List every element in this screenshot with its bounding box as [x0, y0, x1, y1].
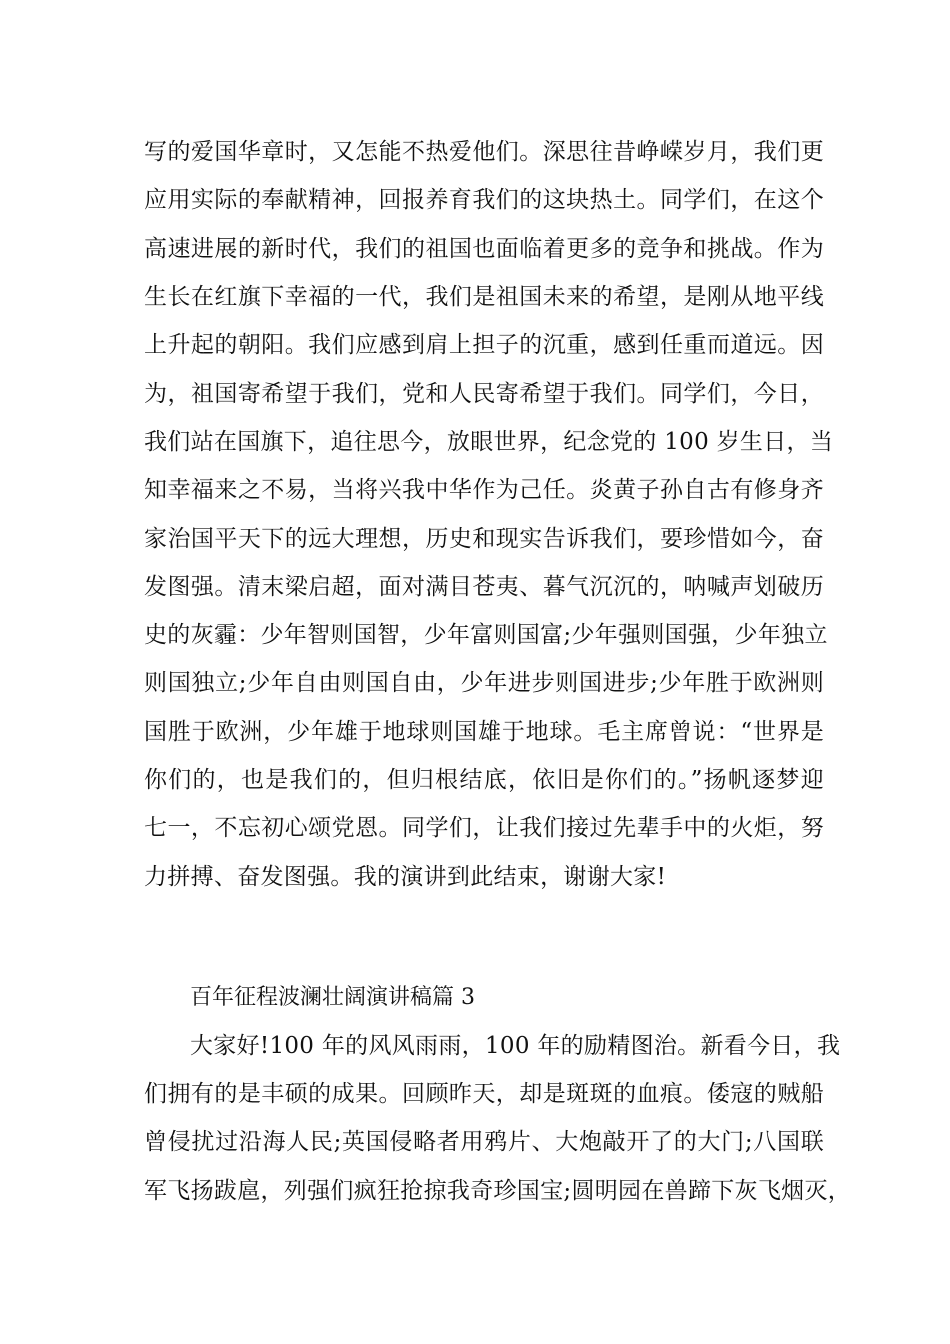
text-line: 家治国平天下的远大理想，历史和现实告诉我们，要珍惜如今，奋: [144, 526, 824, 552]
text-line: 军飞扬跋扈，列强们疯狂抢掠我奇珍国宝;圆明园在兽蹄下灰飞烟灭，: [144, 1178, 852, 1204]
text-line: 发图强。清末梁启超，面对满目苍夷、暮气沉沉的，呐喊声划破历: [144, 574, 824, 600]
text-line: 知幸福来之不易，当将兴我中华作为己任。炎黄子孙自古有修身齐: [144, 477, 824, 503]
text-line: 我们站在国旗下，追往思今，放眼世界，纪念党的 100 岁生日，当: [144, 429, 834, 455]
text-line: 应用实际的奉献精神，回报养育我们的这块热土。同学们，在这个: [144, 187, 824, 213]
text-line: 们拥有的是丰硕的成果。回顾昨天，却是斑斑的血痕。倭寇的贼船: [144, 1081, 824, 1107]
text-line: 力拼搏、奋发图强。我的演讲到此结束，谢谢大家!: [144, 864, 667, 890]
text-line: 高速进展的新时代，我们的祖国也面临着更多的竞争和挑战。作为: [144, 236, 824, 262]
text-line: 曾侵扰过沿海人民;英国侵略者用鸦片、大炮敲开了的大门;八国联: [144, 1129, 824, 1155]
text-line: 为，祖国寄希望于我们，党和人民寄希望于我们。同学们，今日，: [144, 381, 824, 407]
text-line: 你们的，也是我们的，但归根结底，依旧是你们的。”扬帆逐梦迎: [144, 767, 824, 793]
text-line: 大家好!100 年的风风雨雨，100 年的励精图治。新看今日，我: [190, 1033, 841, 1059]
text-line: 史的灰霾：少年智则国智，少年富则国富;少年强则国强，少年独立: [144, 622, 828, 648]
section-title: 百年征程波澜壮阔演讲稿篇 3: [190, 985, 475, 1010]
text-line: 国胜于欧洲，少年雄于地球则国雄于地球。毛主席曾说：“世界是: [144, 719, 824, 745]
text-line: 上升起的朝阳。我们应感到肩上担子的沉重，感到任重而道远。因: [144, 332, 824, 358]
text-line: 生长在红旗下幸福的一代，我们是祖国未来的希望，是刚从地平线: [144, 284, 824, 310]
text-line: 写的爱国华章时，又怎能不热爱他们。深思往昔峥嵘岁月，我们更: [144, 139, 824, 165]
text-line: 则国独立;少年自由则国自由，少年进步则国进步;少年胜于欧洲则: [144, 670, 824, 696]
text-line: 七一，不忘初心颂党恩。同学们，让我们接过先辈手中的火炬，努: [144, 815, 824, 841]
